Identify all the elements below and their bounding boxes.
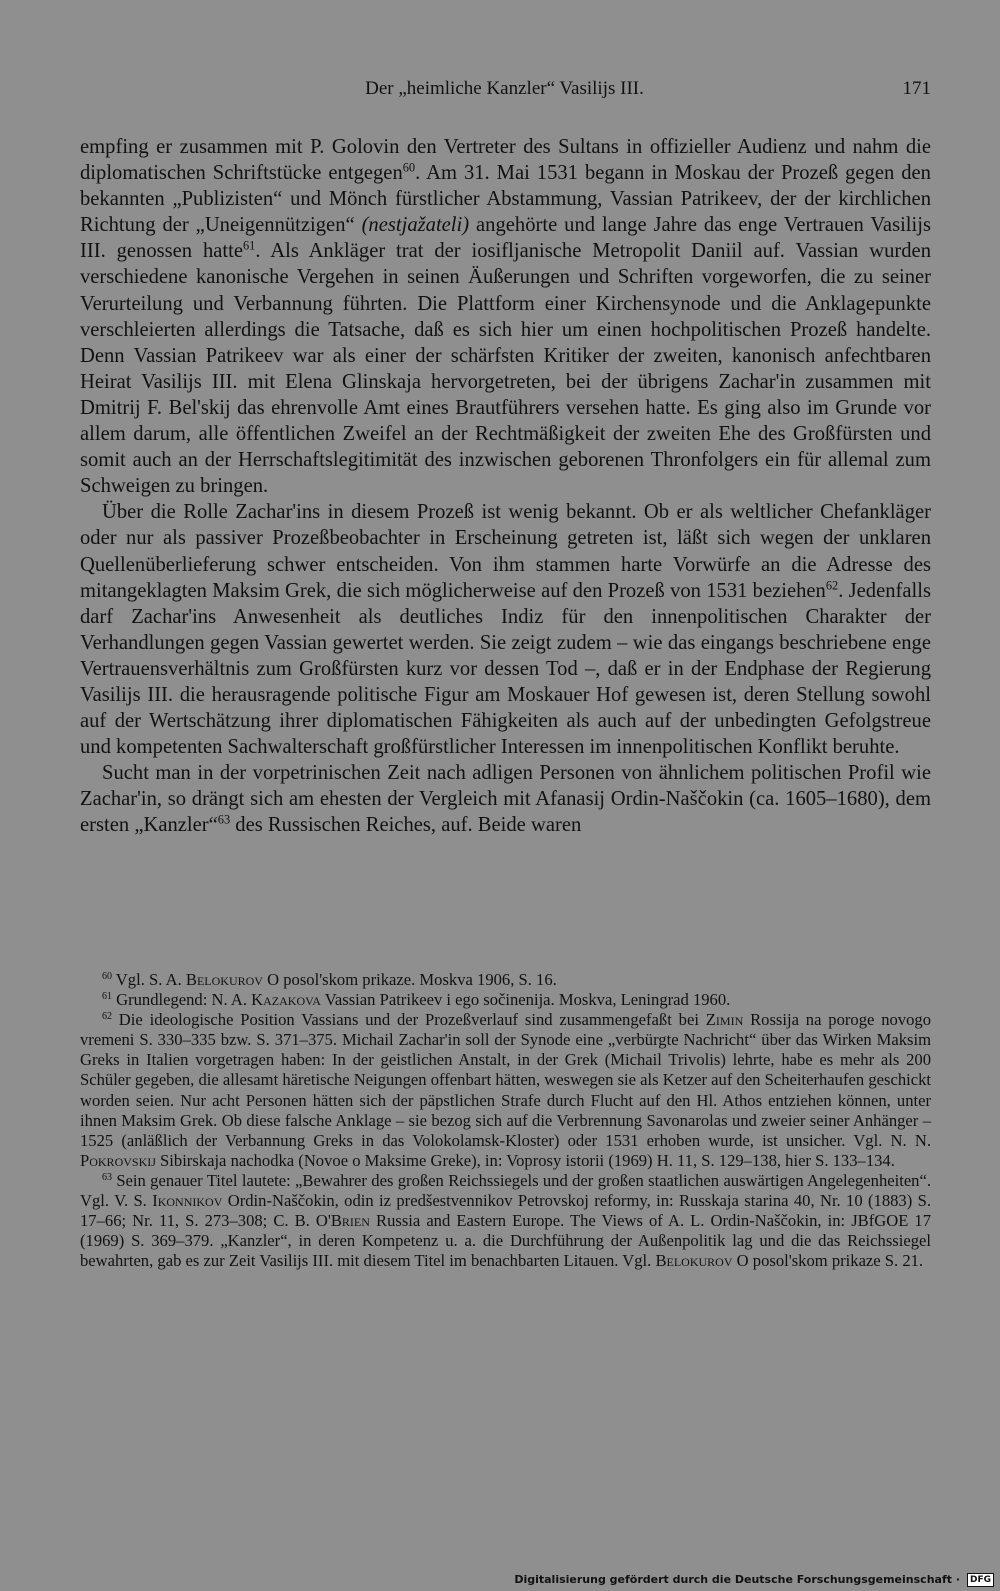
page-number: 171 bbox=[902, 78, 931, 99]
page-header bbox=[78, 78, 931, 108]
author-name: Ikonnikov bbox=[152, 1191, 223, 1211]
author-name: Kazakova bbox=[251, 990, 321, 1010]
footnote-number: 63 bbox=[102, 1171, 112, 1183]
paragraph-2: Über die Rolle Zachar'ins in diesem Prozeß ist wenig bekannt. Ob er als weltlicher Chefankläger oder nur als passiver Prozeßbeobachter in Erscheinung getreten ist, läßt sich wegen der unklaren Quellenüberlieferung schwer entscheiden. Von ihm stammen harte Vorwürfe an die Adresse des mitangeklagten Maksim Grek, die sich möglicherweise auf den Prozeß von 1531 beziehen$^{62}$. Jedenfalls darf Zachar'ins Anwesenheit als deutliches Indiz für den innenpolitischen Charakter der Verhandlungen gegen Vassian gewertet werden. Sie zeigt zudem – wie das eingangs beschriebene enge Vertrauensverhältnis zum Großfürsten kurz vor dessen Tod –, daß er in der Endphase der Regierung Vasilijs III. die herausragende politische Figur am Moskauer Hof gewesen ist, deren Stellung sowohl auf der Wertschätzung ihrer diplomatischen Fähigkeiten als auch auf der unbedingten Gefolgstreue und kompetenten Sachwalterschaft großfürstlicher Interessen im innenpolitischen Konflikt beruhte. bbox=[80, 501, 931, 759]
footnote-ref-62: 62 bbox=[825, 578, 839, 593]
paragraph-3: Sucht man in der vorpetrinischen Zeit nach adligen Personen von ähnlichem politischen Profil wie Zachar'in, so drängt sich am ehesten der Vergleich mit Afanasij Ordin-Naščokin (ca. 1605–1680), dem ersten „Kanzler“$^{63}$ des Russischen Reiches, auf. Beide waren bbox=[80, 762, 931, 837]
author-name: Pokrovskij bbox=[80, 1150, 156, 1170]
dfg-logo: DFG bbox=[967, 1573, 994, 1587]
italic-term: (nestjažateli) bbox=[361, 214, 470, 237]
author-name: O'Brien bbox=[315, 1211, 370, 1231]
paragraph-1: empfing er zusammen mit P. Golovin den Vertreter des Sultans in offizieller Audienz und nahm die diplomatischen Schriftstücke entgegen$^{60}$. Am 31. Mai 1531 begann in Moskau der Prozeß gegen den bekannten „Publizisten“ und Mönch fürstlicher Abstammung, Vassian Patrikeev, der der kirchlichen Richtung der „Uneigennützigen“ (nestjažateli) angehörte und lange Jahre das enge Vertrauen Vasilijs III. genossen hatte$^{61}$. Als Ankläger trat der iosifljanische Metropolit Daniil auf. Vassian wurden verschiedene kanonische Vergehen in seinen Äußerungen und Schriften vorgeworfen, die zu seiner Verurteilung und Verbannung führten. Die Plattform einer Kirchensynode und die Anklagepunkte verschleierten allerdings die Tatsache, daß es sich hier um einen hochpolitischen Prozeß handelte. Denn Vassian Patrikeev war als einer der schärfsten Kritiker der zweiten, kanonisch anfechtbaren Heirat Vasilijs III. mit Elena Glinskaja hervorgetreten, bei der übrigens Zachar'in zusammen mit Dmitrij F. Bel'skij das ehrenvolle Amt eines Brautführers versehen hatte. Es ging also im Grunde vor allem darum, alle öffentlichen Zweifel an der Rechtmäßigkeit der zweiten Ehe des Großfürsten und somit auch an der Herrschaftslegitimität des inzwischen geborenen Thronfolgers ein für allemal zum Schweigen zu bringen. bbox=[80, 136, 931, 498]
footnote-number: 61 bbox=[102, 991, 112, 1003]
footnote-60: $^{60}$ Vgl. S. A. Belokurov O posol'skom prikaze. Moskva 1906, S. 16. bbox=[102, 970, 557, 989]
main-text bbox=[80, 134, 931, 839]
footnote-number: 62 bbox=[102, 1011, 112, 1023]
running-title: Der „heimliche Kanzler“ Vasilijs III. bbox=[365, 78, 644, 99]
footnote-ref-63: 63 bbox=[217, 813, 231, 828]
digitization-footer bbox=[0, 1569, 1000, 1591]
footnote-62: $^{62}$ Die ideologische Position Vassians und der Prozeßverlauf sind zusammengefaßt bei Zimin Rossija na poroge novogo vremeni S. 330–335 bzw. S. 371–375. Michail Zachar'in soll der Synode eine „verbürgte Nachricht“ über das Wirken Maksim Greks in Italien vorgetragen haben: In der geistlichen Anstalt, in der Grek (Michail Trivolis) lehrte, habe es mehr als 200 Schüler gegeben, die allesamt häretische Neigungen offenbart hätten, weswegen sie als Ketzer auf den Scheiterhaufen geschickt worden seien. Nur acht Personen hätten sich der päpstlichen Strafe durch Flucht auf den Hl. Athos entziehen können, unter ihnen Maksim Grek. Ob diese falsche Anklage – sie bezog sich auf die Verbrennung Savonarolas und zweier seiner Anhänger – 1525 (anläßlich der Verbannung Greks in das Volokolamsk-Kloster) oder 1531 erhoben wurde, ist unsicher. Vgl. N. N. Pokrovskij Sibirskaja nachodka (Novoe o Maksime Greke), in: Voprosy istorii (1969) H. 11, S. 129–138, hier S. 133–134. bbox=[80, 1010, 931, 1170]
author-name: Belokurov bbox=[655, 1251, 733, 1271]
author-name: Zimin bbox=[705, 1010, 744, 1030]
footnote-ref-60: 60 bbox=[402, 160, 416, 175]
footnote-61: $^{61}$ Grundlegend: N. A. Kazakova Vassian Patrikeev i ego sočinenija. Moskva, Leningrad 1960. bbox=[102, 990, 731, 1010]
author-name: Belokurov bbox=[185, 970, 263, 989]
footnote-63: $^{63}$ Sein genauer Titel lautete: „Bewahrer des großen Reichssiegels und der großen staatlichen auswärtigen Angelegenheiten“. Vgl. V. S. Ikonnikov Ordin-Naščokin, odin iz predšestvennikov Petrovskoj reformy, in: Russkaja starina 40, Nr. 10 (1883) S. 17–66; Nr. 11, S. 273–308; C. B. O'Brien Russia and Eastern Europe. The Views of A. L. Ordin-Naščokin, in: JBfGOE 17 (1969) S. 369–379. „Kanzler“, in deren Kompetenz u. a. die Durchführung der Außenpolitik lag und die das Reichssiegel bewahrten, gab es zur Zeit Vasilijs III. mit diesem Titel im benachbarten Litauen. Vgl. Belokurov O posol'skom prikaze S. 21. bbox=[80, 1170, 932, 1271]
footnote-ref-61: 61 bbox=[242, 238, 256, 253]
footnote-number: 60 bbox=[102, 971, 112, 983]
footnotes bbox=[80, 970, 931, 1271]
funding-note: Digitalisierung gefördert durch die Deutsche Forschungsgemeinschaft · bbox=[514, 1573, 960, 1586]
